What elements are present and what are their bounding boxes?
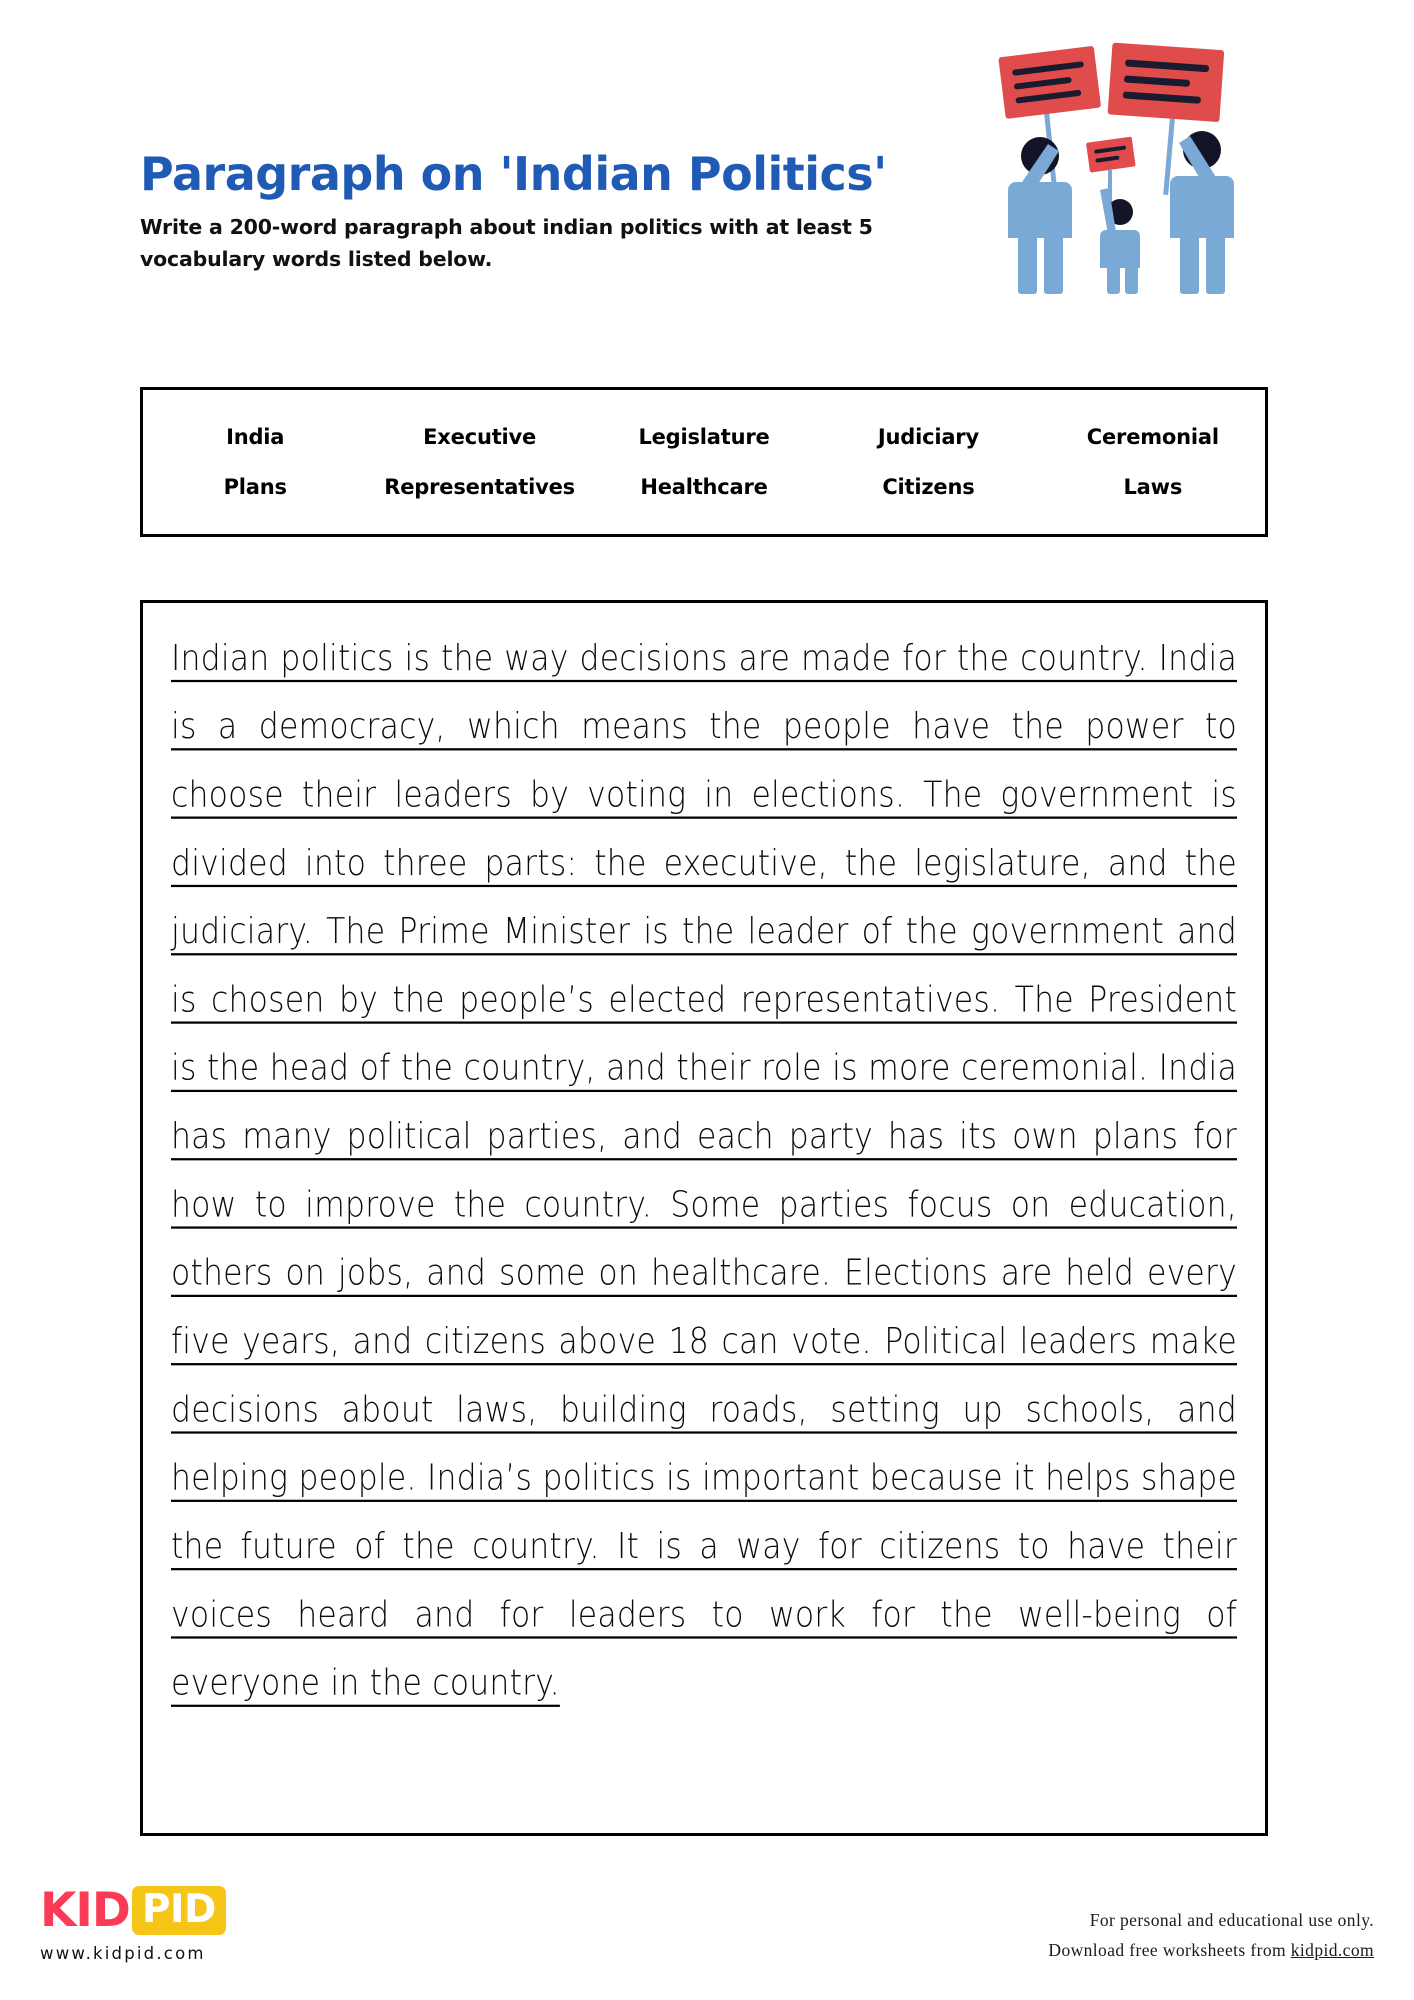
answer-area[interactable] — [140, 600, 1268, 1836]
vocabulary-word: Ceremonial — [1086, 425, 1219, 449]
vocabulary-word-bank — [140, 387, 1268, 537]
answer-paragraph-text: Indian politics is the way decisions are made for the country. India is a democracy, which means the people have the power to choose their leaders by voting in elections. The government is divided into three parts: the executive, the legislature, and the judiciary. The Prime Minister is the leader of the government and is chosen by the people’s elected representatives. The President is the head of the country, and their role is more ceremonial. India has many political parties, and each party has its own plans for how to improve the country. Some parties focus on education, others on jobs, and some on healthcare. Elections are held every five years, and citizens above 18 can vote. Political leaders make decisions about laws, building roads, setting up schools, and helping people. India’s politics is important because it helps shape the future of the country. It is a way for citizens to have their voices heard and for leaders to work for the well-being of everyone in the country. — [171, 638, 1237, 1704]
logo-wordmark — [40, 1883, 380, 1938]
worksheet-header — [140, 147, 970, 276]
vocabulary-word: Citizens — [882, 475, 975, 499]
vocabulary-word: Healthcare — [640, 475, 768, 499]
vocabulary-word: Plans — [223, 475, 287, 499]
vocabulary-row-2 — [143, 475, 1265, 499]
vocabulary-word: India — [226, 425, 285, 449]
worksheet-instructions: Write a 200-word paragraph about indian politics with at least 5 vocabulary words listed below. — [140, 215, 873, 272]
kidpid-link[interactable]: kidpid.com — [1290, 1940, 1374, 1961]
footer-usage-note — [1048, 1905, 1374, 1965]
vocabulary-word: Judiciary — [877, 425, 979, 449]
page-title: Paragraph on 'Indian Politics' — [140, 147, 887, 201]
footer-note-line-2 — [1048, 1935, 1374, 1965]
vocabulary-word: Representatives — [384, 475, 575, 499]
vocabulary-word: Legislature — [638, 425, 770, 449]
vocabulary-row-1 — [143, 425, 1265, 449]
footer-note-prefix: Download free worksheets from — [1048, 1940, 1291, 1961]
brand-logo — [40, 1883, 380, 1963]
logo-pid-text: PID — [141, 1887, 216, 1932]
logo-website-url: www.kidpid.com — [40, 1944, 206, 1963]
protest-illustration — [990, 40, 1270, 295]
vocabulary-word: Executive — [423, 425, 537, 449]
logo-pid-badge — [132, 1886, 226, 1935]
logo-kid-text: KID — [40, 1883, 130, 1938]
footer-note-line-1: For personal and educational use only. — [1089, 1910, 1374, 1930]
vocabulary-word: Laws — [1123, 475, 1183, 499]
